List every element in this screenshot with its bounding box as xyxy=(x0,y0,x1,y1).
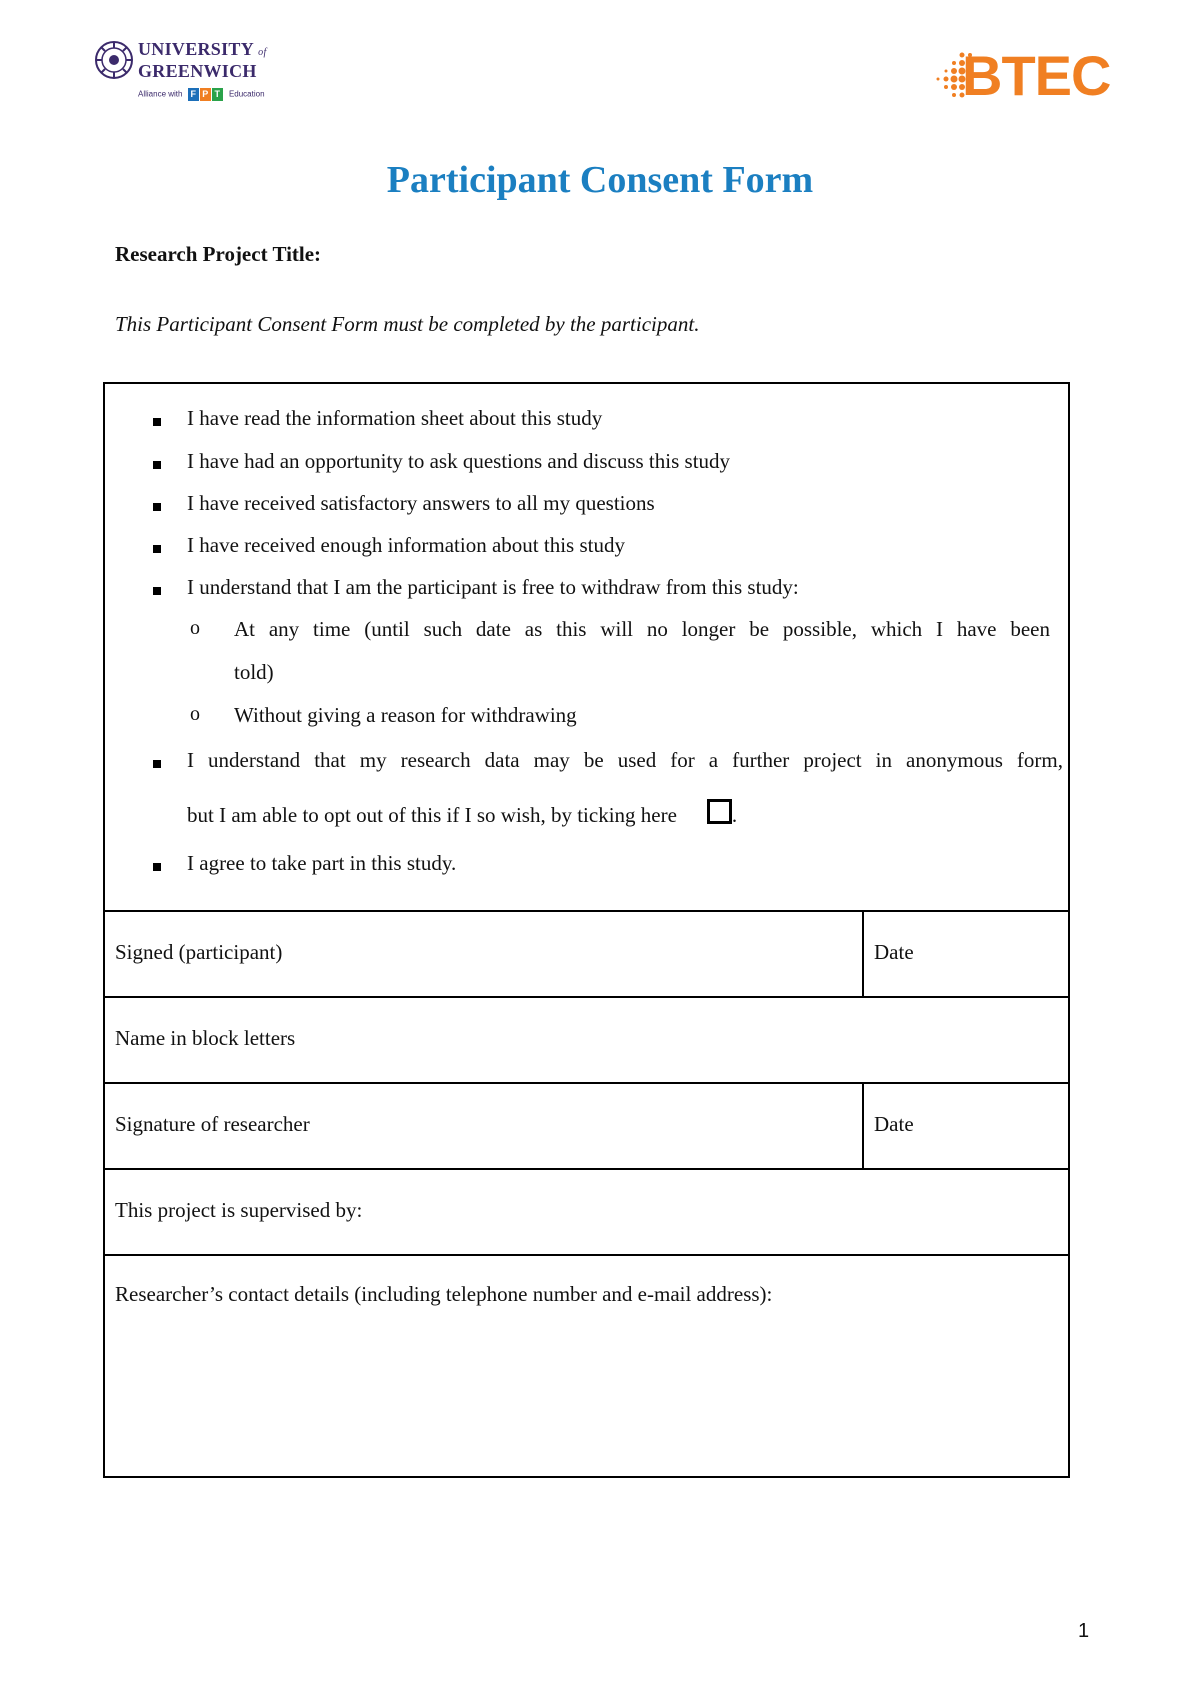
sub-item-marker: o xyxy=(190,703,200,725)
consent-form-table xyxy=(103,382,1070,1478)
researcher-signature-label: Signature of researcher xyxy=(115,1112,310,1136)
square-bullet-icon xyxy=(153,418,161,426)
gw-line2: GREENWICH xyxy=(138,61,257,81)
date-label: Date xyxy=(874,1112,914,1136)
contact-details-label: Researcher’s contact details (including telephone number and e-mail address): xyxy=(115,1282,773,1306)
supervised-by-label: This project is supervised by: xyxy=(115,1198,363,1222)
consent-item: I have received satisfactory answers to all my questions xyxy=(187,491,655,515)
signed-participant-label: Signed (participant) xyxy=(115,940,283,964)
opt-out-statement: I understand that my research data may be used for a further project in anonymous form, xyxy=(187,748,1063,772)
researcher-signature-row[interactable] xyxy=(105,1084,1068,1170)
gw-line1: UNIVERSITY xyxy=(138,39,254,59)
page-number: 1 xyxy=(1078,1620,1090,1642)
greenwich-wordmark xyxy=(138,40,267,81)
opt-out-period: . xyxy=(731,803,738,827)
sub-item: At any time (until such date as this will no longer be possible, which I have been xyxy=(234,617,1050,641)
square-bullet-icon xyxy=(153,503,161,511)
square-bullet-icon xyxy=(153,545,161,553)
participant-signature-row[interactable] xyxy=(105,912,1068,998)
consent-statements xyxy=(105,384,1068,912)
square-bullet-icon xyxy=(153,461,161,469)
sub-item: Without giving a reason for withdrawing xyxy=(234,703,577,727)
supervisor-row[interactable] xyxy=(105,1170,1068,1256)
square-bullet-icon xyxy=(153,587,161,595)
sub-item-marker: o xyxy=(190,617,200,639)
consent-item: I understand that I am the participant is free to withdraw from this study: xyxy=(187,575,799,599)
consent-item: I have had an opportunity to ask questions and discuss this study xyxy=(187,449,731,473)
instruction-text: This Participant Consent Form must be completed by the participant. xyxy=(115,312,700,336)
consent-item: I have received enough information about this study xyxy=(187,533,625,557)
alliance-suffix: Education xyxy=(228,89,265,99)
university-of-greenwich-logo xyxy=(94,40,284,110)
fpt-logo: F P T xyxy=(188,88,224,101)
greenwich-seal-icon xyxy=(94,40,134,80)
btec-wordmark: BTEC xyxy=(962,44,1111,107)
alliance-tagline xyxy=(138,88,265,101)
researcher-contact-row[interactable] xyxy=(105,1256,1068,1476)
page-title: Participant Consent Form xyxy=(386,159,814,201)
consent-item: I agree to take part in this study. xyxy=(187,851,457,875)
opt-out-text: but I am able to opt out of this if I so wish, by ticking here xyxy=(187,803,677,827)
block-letters-name-row[interactable] xyxy=(105,998,1068,1084)
square-bullet-icon xyxy=(153,863,161,871)
column-divider xyxy=(862,912,864,996)
research-project-title-label: Research Project Title: xyxy=(115,242,322,266)
date-label: Date xyxy=(874,940,914,964)
square-bullet-icon xyxy=(153,760,161,768)
consent-item: I have read the information sheet about this study xyxy=(187,406,603,430)
column-divider xyxy=(862,1084,864,1168)
opt-out-checkbox[interactable] xyxy=(707,799,732,824)
gw-of: of xyxy=(258,47,267,58)
btec-logo xyxy=(932,45,1114,107)
opt-out-statement-continued xyxy=(187,799,737,828)
alliance-prefix: Alliance with xyxy=(138,89,183,99)
sub-item: told) xyxy=(234,660,274,684)
name-block-letters-label: Name in block letters xyxy=(115,1026,296,1050)
